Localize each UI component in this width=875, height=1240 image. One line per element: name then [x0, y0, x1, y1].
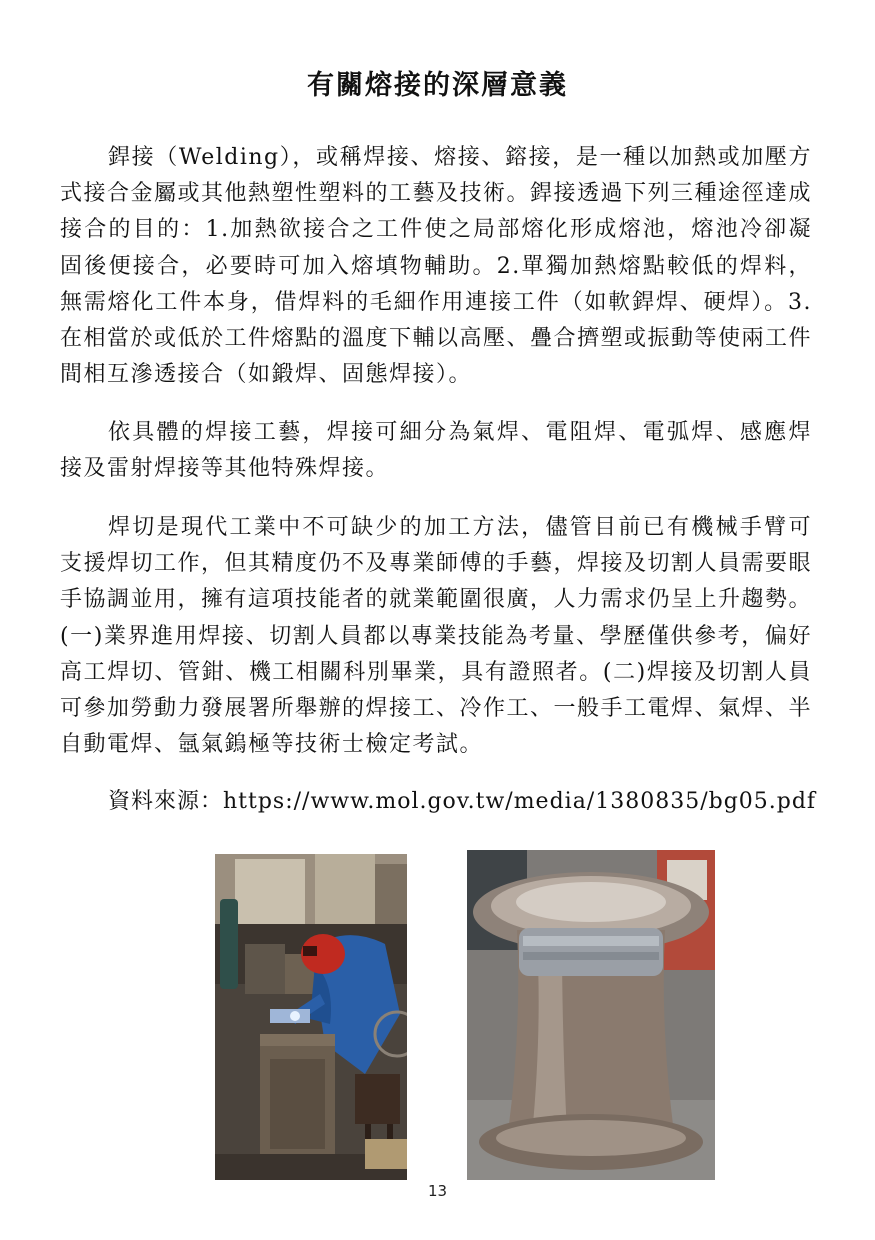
welder-at-work-photo	[215, 854, 407, 1180]
page-number: 13	[427, 1182, 448, 1200]
paragraph-welding-definition: 銲接（Welding），或稱焊接、熔接、鎔接，是一種以加熱或加壓方式接合金屬或其他熱塑性塑料的工藝及技術。銲接透過下列三種途徑達成接合的目的：1.加熱欲接合之工件使之局部熔化形成熔池，熔池冷卻凝固後便接合，必要時可加入熔填物輔助。2.單獨加熱熔點較低的焊料，無需熔化工件本身，借焊料的毛細作用連接工件（如軟銲焊、硬焊）。3.在相當於或低於工件熔點的溫度下輔以高壓、疊合擠塑或振動等使兩工件間相互滲透接合（如鍛焊、固態焊接）。	[60, 145, 813, 388]
source-citation: 資料來源：https://www.mol.gov.tw/media/1380835/bg05.pdf	[108, 789, 817, 814]
page-title: 有關熔接的深層意義	[307, 70, 568, 101]
welded-pipe-spool-photo	[467, 850, 715, 1180]
paragraph-welding-types: 依具體的焊接工藝，焊接可細分為氣焊、電阻焊、電弧焊、感應焊接及雷射焊接等其他特殊焊接。	[60, 420, 812, 482]
paragraph-welding-careers: 焊切是現代工業中不可缺少的加工方法，儘管目前已有機械手臂可支援焊切工作，但其精度仍不及專業師傅的手藝，焊接及切割人員需要眼手協調並用，擁有這項技能者的就業範圍很廣，人力需求仍呈上升趨勢。(一)業界進用焊接、切割人員都以專業技能為考量、學歷僅供參考，偏好高工焊切、管鉗、機工相關科別畢業，具有證照者。(二)焊接及切割人員可參加勞動力發展署所舉辦的焊接工、冷作工、一般手工電焊、氣焊、半自動電焊、氬氣鎢極等技術士檢定考試。	[60, 515, 813, 758]
